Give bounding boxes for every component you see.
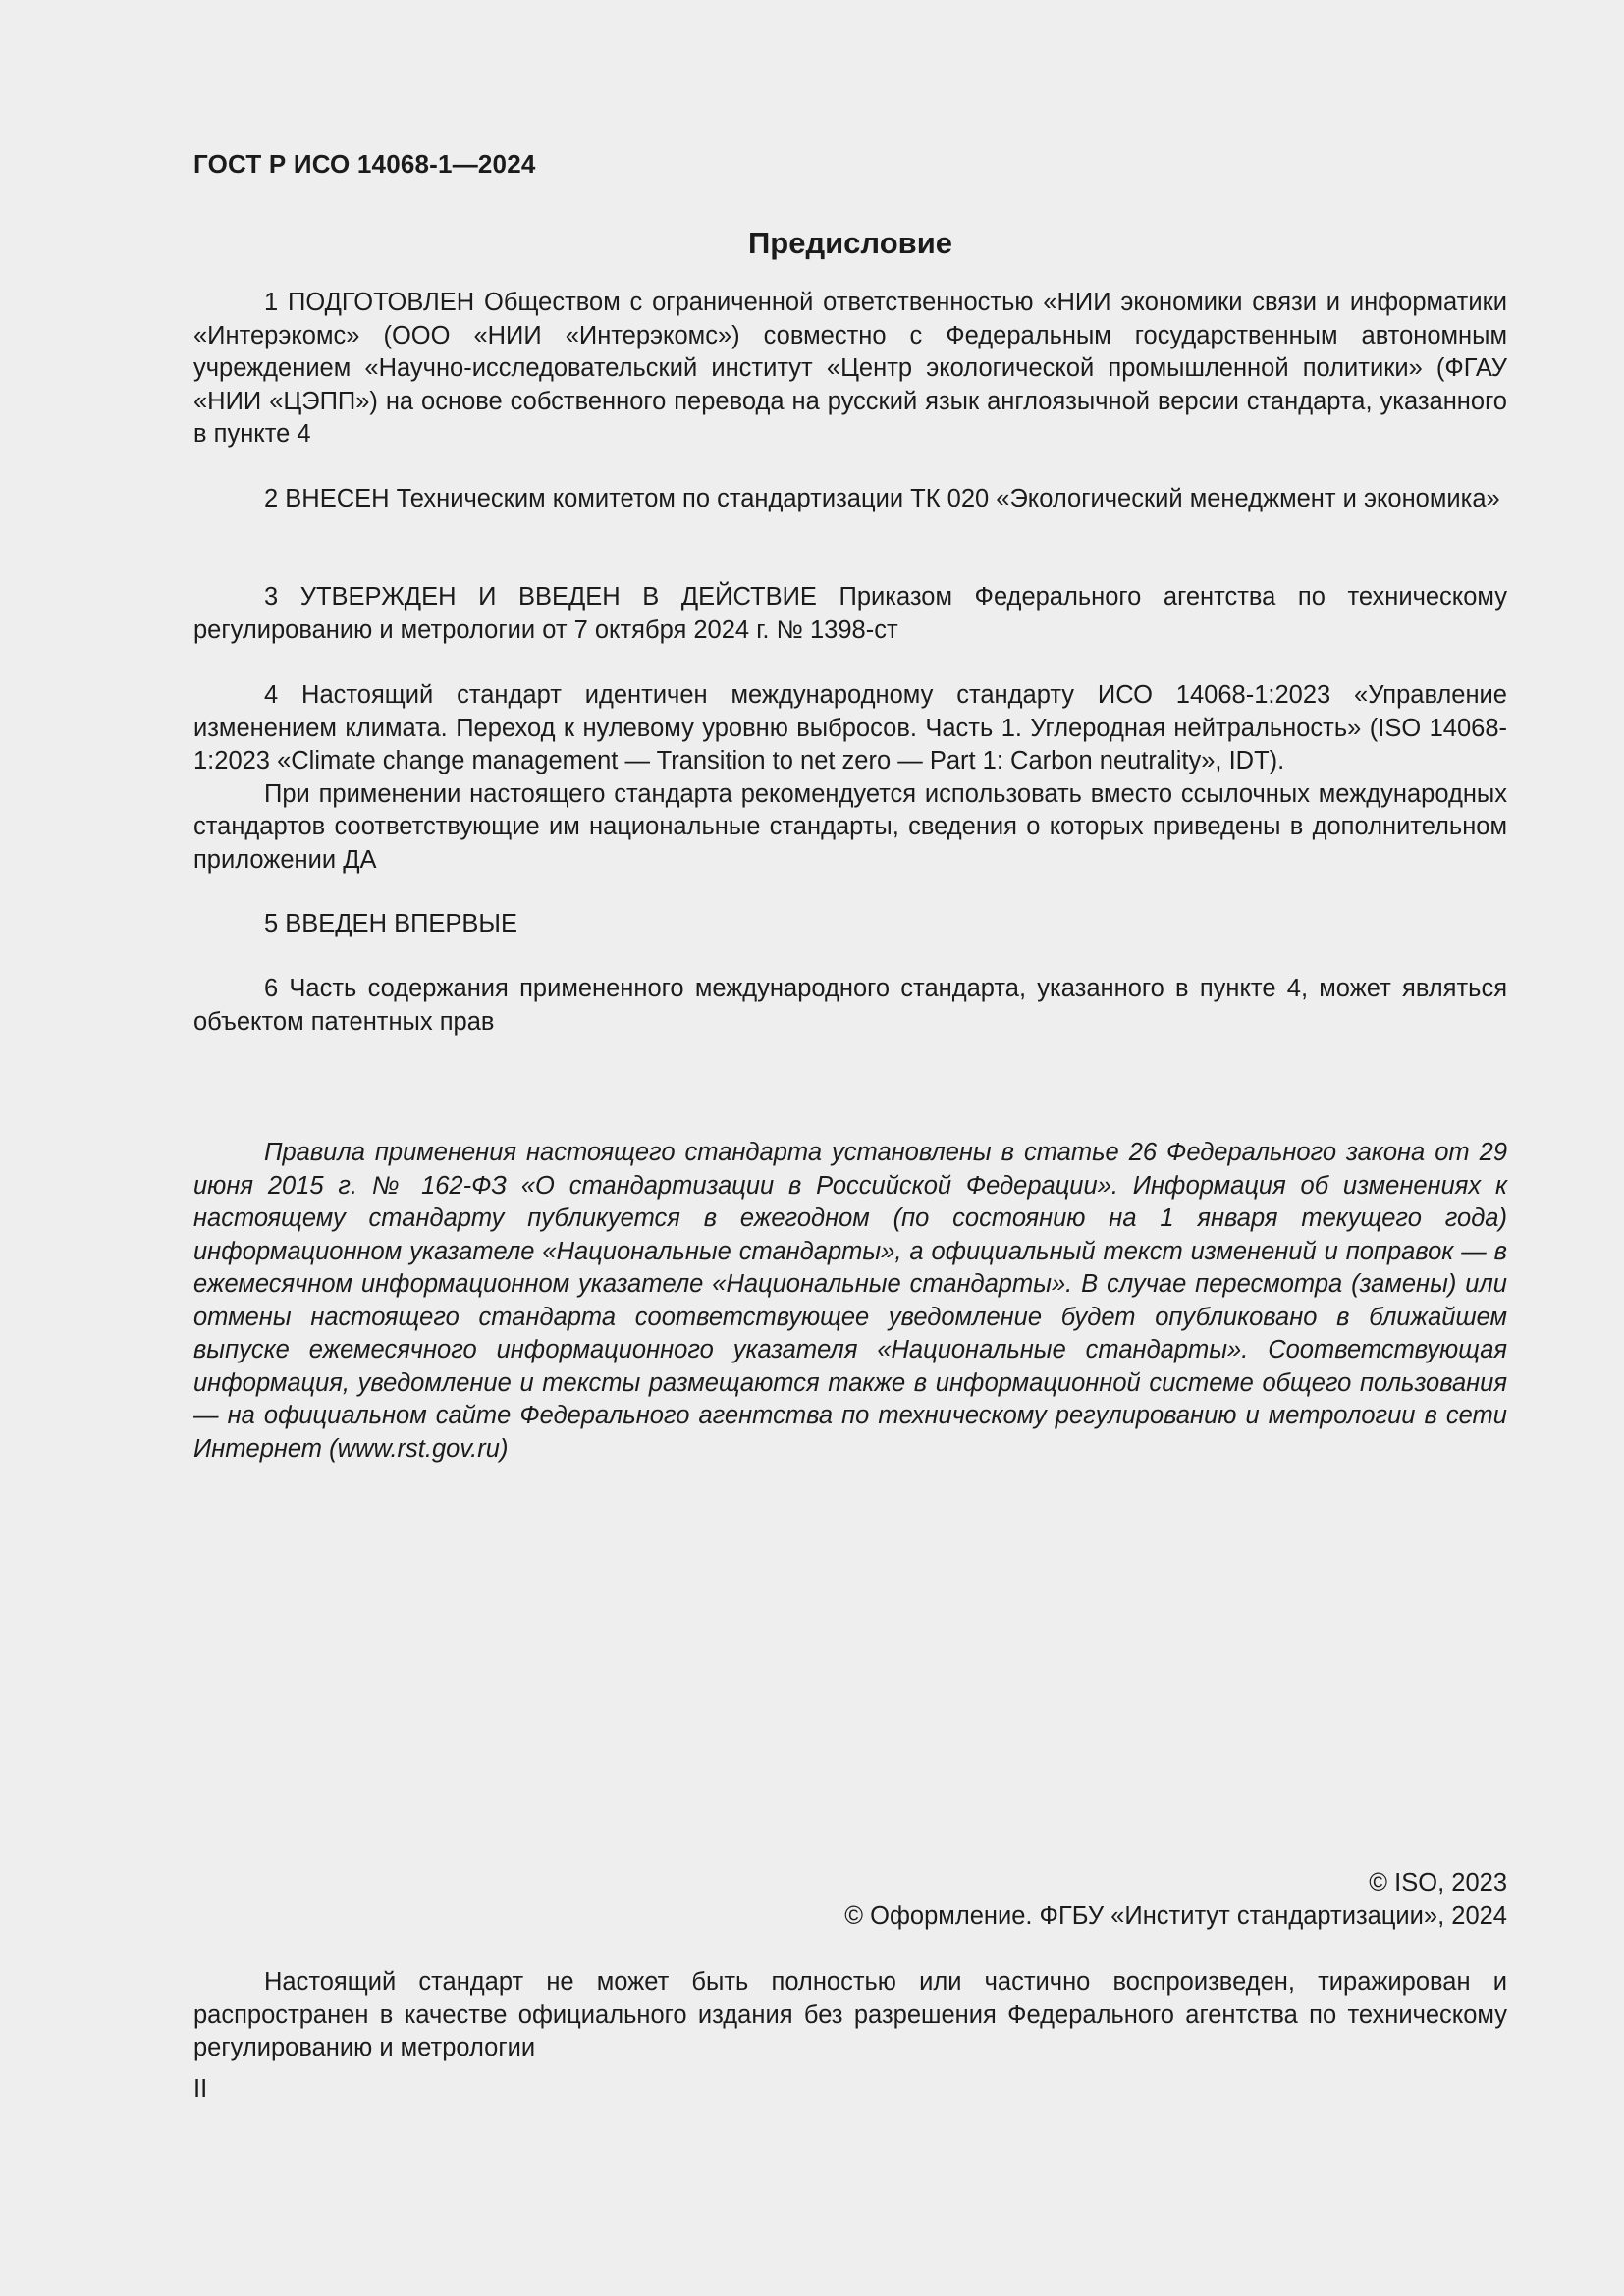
item-5-block	[193, 908, 1507, 941]
item-6-paragraph: 6 Часть содержания примененного международного стандарта, указанного в пункте 4, может являться объектом патентных прав	[193, 975, 1507, 1036]
copyright-iso: © ISO, 2023	[1369, 1869, 1507, 1896]
page-title: Предисловие	[747, 226, 952, 260]
copyright-block	[844, 1867, 1507, 1933]
item-5-paragraph: 5 ВВЕДЕН ВПЕРВЫЕ	[264, 910, 518, 937]
rules-block	[193, 1137, 1507, 1466]
item-1-block	[193, 287, 1507, 452]
item-4-block	[193, 679, 1507, 877]
rules-paragraph: Правила применения настоящего стандарта установлены в статье 26 Федерального закона от 29 июня 2015 г. № 162-ФЗ «О стандартизации в Российской Федерации». Информация об изменениях к настоящему стандарту публикуется в ежегодном (по состоянию на 1 января текущего года) информационном указателе «Национальные стандарты», а официальный текст изменений и поправок — в ежемесячном информационном указателе «Национальные стандарты». В случае пересмотра (замены) или отмены настоящего стандарта соответствующее уведомление будет опубликовано в ближайшем выпуске ежемесячного информационного указателя «Национальные стандарты». Соответствующая информация, уведомление и тексты размещаются также в информационной системе общего пользования — на официальном сайте Федерального агентства по техническому регулированию и метрологии в сети Интернет (www.rst.gov.ru)	[193, 1139, 1507, 1463]
item-1-paragraph: 1 ПОДГОТОВЛЕН Обществом с ограниченной ответственностью «НИИ экономики связи и информатики «Интерэкомс» (ООО «НИИ «Интерэкомс») совместно с Федеральным государственным автономным учреждением «Научно-исследовательский институт «Центр экологической промышленной политики» (ФГАУ «НИИ «ЦЭПП») на основе собственного перевода на русский язык англоязычной версии стандарта, указанного в пункте 4	[193, 289, 1507, 448]
copyright-design: © Оформление. ФГБУ «Институт стандартизации», 2024	[844, 1901, 1507, 1930]
item-3-block	[193, 581, 1507, 647]
item-4-note-paragraph: При применении настоящего стандарта рекомендуется использовать вместо ссылочных международных стандартов соответствующие им национальные стандарты, сведения о которых приведены в дополнительном приложении ДА	[193, 779, 1507, 874]
reproduction-block	[193, 1966, 1507, 2065]
reproduction-notice: Настоящий стандарт не может быть полностью или частично воспроизведен, тиражирован и распространен в качестве официального издания без разрешения Федерального агентства по техническому регулированию и метрологии	[193, 1968, 1507, 2061]
page-number: II	[193, 2075, 208, 2103]
item-3-paragraph: 3 УТВЕРЖДЕН И ВВЕДЕН В ДЕЙСТВИЕ Приказом Федерального агентства по техническому регулированию и метрологии от 7 октября 2024 г. № 1398-ст	[193, 583, 1507, 644]
item-2-block	[193, 483, 1507, 516]
item-4-paragraph: 4 Настоящий стандарт идентичен международному стандарту ИСО 14068-1:2023 «Управление изменением климата. Переход к нулевому уровню выбросов. Часть 1. Углеродная нейтральность» (ISO 14068-1:2023 «Climate change management — Transition to net zero — Part 1: Carbon neutrality», IDT).	[193, 681, 1507, 774]
document-id-header: ГОСТ Р ИСО 14068-1—2024	[193, 149, 536, 179]
document-page	[193, 0, 1507, 2296]
item-2-paragraph: 2 ВНЕСЕН Техническим комитетом по стандартизации ТК 020 «Экологический менеджмент и экономика»	[264, 485, 1500, 512]
item-6-block	[193, 973, 1507, 1039]
